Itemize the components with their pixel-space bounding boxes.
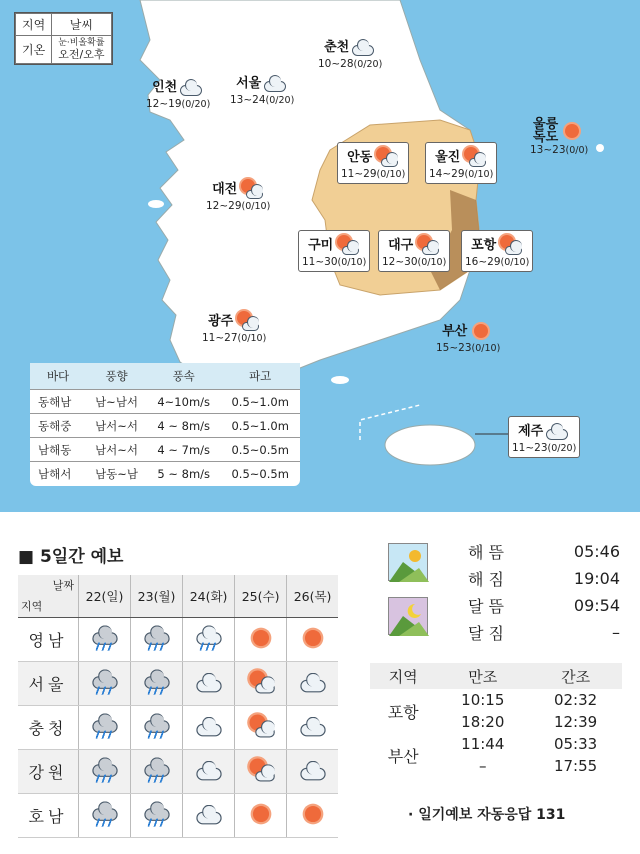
sea-cell: 4 ~ 7m/s	[147, 438, 220, 462]
sea-cell: 4 ~ 8m/s	[147, 414, 220, 438]
sea-header: 풍속	[147, 363, 220, 390]
city-forecast	[206, 178, 270, 213]
precip-prob: (0/20)	[265, 95, 295, 106]
astro-time: 05:46	[573, 542, 620, 561]
cloud-icon	[194, 713, 224, 738]
tide-row	[370, 689, 622, 711]
cloud-icon	[544, 420, 570, 442]
sun-icon	[468, 320, 494, 342]
high-tide-time: –	[479, 757, 487, 775]
sun-cloud-icon	[373, 146, 399, 168]
city-temp-range	[429, 168, 493, 181]
tide-location: 포항	[387, 702, 419, 722]
cloud-icon	[298, 757, 328, 782]
legend-prob	[52, 36, 111, 64]
city-forecast	[230, 72, 294, 107]
sun-icon	[559, 120, 585, 142]
forecast-cell	[183, 794, 235, 838]
city-temp-range	[436, 342, 500, 355]
sea-cell: 5 ~ 8m/s	[147, 462, 220, 486]
high-tide-time: 11:44	[461, 735, 505, 753]
precip-prob: (0/10)	[417, 257, 447, 268]
forecast-cell	[131, 794, 183, 838]
sun-cloud-icon	[334, 234, 360, 256]
sea-row	[30, 390, 300, 414]
forecast-cell	[287, 706, 338, 750]
tide-table	[370, 663, 622, 777]
precip-prob: (0/10)	[241, 201, 271, 212]
city-temp-range	[202, 332, 266, 345]
map-legend	[14, 12, 113, 65]
forecast-cell	[79, 662, 131, 706]
city-temp-range	[465, 256, 529, 269]
forecast-title: ■ 5일간 예보	[18, 547, 124, 567]
precip-prob: (0/10)	[376, 169, 406, 180]
sea-cell: 0.5~0.5m	[220, 462, 300, 486]
city-name: 부산	[442, 323, 468, 339]
forecast-region: 강원	[18, 750, 79, 794]
precip-prob: (0/20)	[547, 443, 577, 454]
sea-cell: 남서~서	[86, 438, 147, 462]
forecast-cell	[235, 706, 287, 750]
city-temp-range	[206, 200, 270, 213]
forecast-day: 26(목)	[287, 575, 338, 618]
sea-cell: 남동~남	[86, 462, 147, 486]
forecast-cell	[183, 662, 235, 706]
city-temp-range	[318, 58, 382, 71]
temp-range: 11~23	[512, 442, 548, 454]
rain-icon	[90, 669, 120, 694]
legend-region: 지역	[16, 14, 52, 36]
forecast-cell	[79, 706, 131, 750]
tide-row	[370, 733, 622, 755]
forecast-cell	[131, 662, 183, 706]
forecast-cell	[183, 618, 235, 662]
city-name: 대전	[212, 181, 238, 197]
sea-conditions-table	[30, 363, 300, 486]
cloud-icon	[298, 669, 328, 694]
corner-day-label: 날짜	[52, 579, 74, 592]
rain-icon	[142, 757, 172, 782]
sea-cell: 남~남서	[86, 390, 147, 414]
sea-cell: 동해남	[30, 390, 86, 414]
rain-icon	[142, 713, 172, 738]
astro-label: 해짐	[468, 570, 509, 589]
forecast-cell	[79, 618, 131, 662]
sea-row	[30, 414, 300, 438]
five-day-forecast-table	[18, 575, 338, 838]
cloud-icon	[262, 72, 288, 94]
forecast-cell	[235, 662, 287, 706]
forecast-cell	[79, 750, 131, 794]
temp-range: 11~29	[341, 168, 377, 180]
cloud-icon	[194, 801, 224, 826]
cloud-icon	[298, 713, 328, 738]
forecast-day: 24(화)	[183, 575, 235, 618]
astro-time: –	[612, 623, 620, 642]
city-name: 광주	[208, 313, 234, 329]
forecast-cell	[287, 662, 338, 706]
sun-icon	[298, 801, 328, 826]
forecast-row	[18, 662, 338, 706]
rain-icon	[90, 757, 120, 782]
forecast-corner	[18, 575, 79, 618]
high-tide-time: 18:20	[461, 713, 505, 731]
astro-label: 달짐	[468, 624, 509, 643]
forecast-cell	[183, 706, 235, 750]
sea-cell: 0.5~0.5m	[220, 438, 300, 462]
sun-icon	[298, 625, 328, 650]
sea-cell: 남해동	[30, 438, 86, 462]
city-forecast	[461, 230, 533, 272]
city-forecast	[202, 310, 266, 345]
city-forecast	[425, 142, 497, 184]
city-name: 춘천	[324, 39, 350, 55]
city-temp-range	[530, 144, 588, 157]
low-tide-time: 12:39	[553, 713, 598, 731]
rain-icon	[90, 713, 120, 738]
city-name: 포항	[471, 237, 497, 253]
temp-range: 14~29	[429, 168, 465, 180]
sun-cloud-icon	[246, 713, 276, 738]
forecast-cell	[131, 618, 183, 662]
forecast-row	[18, 750, 338, 794]
astro-row	[388, 592, 620, 619]
tide-header: 지역	[370, 663, 436, 689]
tide-location: 부산	[387, 746, 419, 766]
temp-range: 15~23	[436, 342, 472, 354]
forecast-cell	[183, 750, 235, 794]
sea-cell: 4~10m/s	[147, 390, 220, 414]
legend-temp: 기온	[16, 36, 52, 64]
cloud-icon	[178, 76, 204, 98]
city-forecast	[378, 230, 450, 272]
city-name: 울진	[435, 149, 461, 165]
forecast-day: 25(수)	[235, 575, 287, 618]
astro-row	[388, 565, 620, 592]
forecast-cell	[287, 618, 338, 662]
forecast-region: 충청	[18, 706, 79, 750]
forecast-cell	[79, 794, 131, 838]
city-name: 구미	[308, 237, 334, 253]
temp-range: 12~29	[206, 200, 242, 212]
temp-range: 13~24	[230, 94, 266, 106]
city-forecast	[508, 416, 580, 458]
temp-range: 13~23	[530, 144, 566, 156]
city-forecast	[337, 142, 409, 184]
city-forecast	[298, 230, 370, 272]
sun-cloud-icon	[461, 146, 487, 168]
city-temp-range	[512, 442, 576, 455]
corner-region-label: 지역	[21, 600, 43, 613]
sea-cell: 남해서	[30, 462, 86, 486]
rain-icon	[142, 625, 172, 650]
forecast-day: 22(일)	[79, 575, 131, 618]
sea-cell: 0.5~1.0m	[220, 390, 300, 414]
city-forecast	[530, 118, 588, 157]
rain-icon	[90, 801, 120, 826]
low-tide-time: 02:32	[553, 691, 598, 709]
forecast-hotline: · 일기예보 자동응답 131	[408, 807, 566, 823]
forecast-cell	[131, 706, 183, 750]
city-forecast	[436, 320, 500, 355]
sea-header: 바다	[30, 363, 86, 390]
precip-prob: (0/10)	[471, 343, 501, 354]
forecast-cell	[235, 618, 287, 662]
astro-time: 19:04	[573, 569, 620, 588]
city-temp-range	[302, 256, 366, 269]
sea-cell: 동해중	[30, 414, 86, 438]
sea-cell: 남서~서	[86, 414, 147, 438]
low-tide-time: 05:33	[553, 735, 598, 753]
astro-label: 달뜸	[468, 597, 509, 616]
rain-icon	[142, 801, 172, 826]
forecast-row	[18, 618, 338, 662]
cloud-icon	[194, 757, 224, 782]
tide-header: 만조	[436, 663, 529, 689]
astro-time: 09:54	[573, 596, 620, 615]
city-temp-range	[382, 256, 446, 269]
city-name: 대구	[388, 237, 414, 253]
city-forecast	[146, 76, 210, 111]
city-name: 울릉 독도	[533, 117, 559, 145]
city-temp-range	[146, 98, 210, 111]
sea-header: 풍향	[86, 363, 147, 390]
cloud-icon	[194, 669, 224, 694]
precip-prob: (0/10)	[237, 333, 267, 344]
temp-range: 12~19	[146, 98, 182, 110]
forecast-region: 호남	[18, 794, 79, 838]
sea-cell: 0.5~1.0m	[220, 414, 300, 438]
cloud-icon	[350, 36, 376, 58]
forecast-cell	[287, 794, 338, 838]
precip-prob: (0/20)	[353, 59, 383, 70]
forecast-cell	[287, 750, 338, 794]
sun-cloud-icon	[497, 234, 523, 256]
forecast-row	[18, 794, 338, 838]
precip-prob: (0/0)	[565, 145, 589, 156]
city-name: 서울	[236, 75, 262, 91]
precip-prob: (0/10)	[337, 257, 367, 268]
sun-icon	[246, 625, 276, 650]
forecast-region: 영남	[18, 618, 79, 662]
sea-row	[30, 462, 300, 486]
temp-range: 11~30	[302, 256, 338, 268]
legend-weather: 날씨	[52, 14, 111, 36]
city-forecast	[318, 36, 382, 71]
forecast-cell	[235, 794, 287, 838]
forecast-day: 23(월)	[131, 575, 183, 618]
temp-range: 11~27	[202, 332, 238, 344]
forecast-region: 서울	[18, 662, 79, 706]
low-tide-time: 17:55	[553, 757, 598, 775]
precip-prob: (0/20)	[181, 99, 211, 110]
forecast-cell	[131, 750, 183, 794]
rain-icon	[90, 625, 120, 650]
sun-cloud-icon	[234, 310, 260, 332]
astro-label: 해뜸	[468, 543, 509, 562]
city-temp-range	[230, 94, 294, 107]
sun-cloud-icon	[238, 178, 264, 200]
sun-icon	[246, 801, 276, 826]
city-temp-range	[341, 168, 405, 181]
sea-header: 파고	[220, 363, 300, 390]
tide-header: 간조	[529, 663, 622, 689]
city-name: 인천	[152, 79, 178, 95]
sun-cloud-icon	[246, 669, 276, 694]
city-name: 제주	[518, 423, 544, 439]
legend-ampm-label: 오전/오후	[58, 48, 105, 61]
temp-range: 10~28	[318, 58, 354, 70]
astro-row	[388, 619, 620, 646]
forecast-row	[18, 706, 338, 750]
cloud-rain-icon	[194, 625, 224, 650]
forecast-cell	[235, 750, 287, 794]
precip-prob: (0/10)	[464, 169, 494, 180]
rain-icon	[142, 669, 172, 694]
astro-row	[388, 538, 620, 565]
temp-range: 16~29	[465, 256, 501, 268]
precip-prob: (0/10)	[500, 257, 530, 268]
temp-range: 12~30	[382, 256, 418, 268]
sea-row	[30, 438, 300, 462]
sun-cloud-icon	[414, 234, 440, 256]
high-tide-time: 10:15	[461, 691, 505, 709]
legend-rain-label: 눈·비올확률	[58, 38, 105, 48]
sun-cloud-icon	[246, 757, 276, 782]
sun-moon-times	[388, 538, 620, 646]
city-name: 안동	[347, 149, 373, 165]
